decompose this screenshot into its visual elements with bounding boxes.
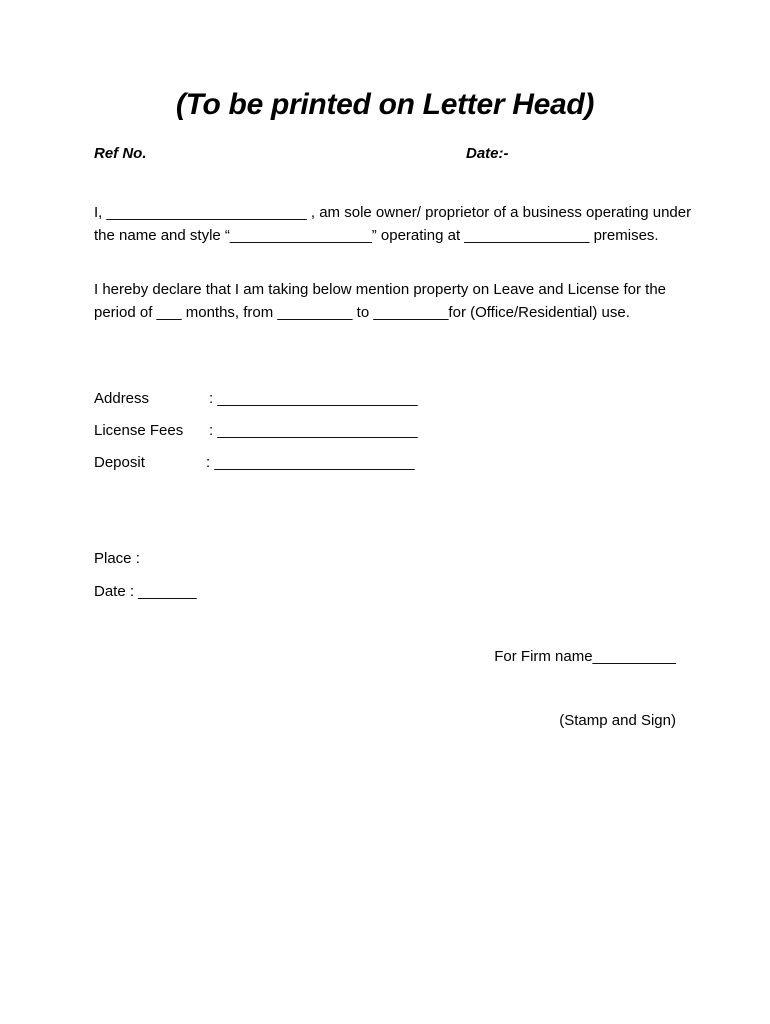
place-label: Place : [94,550,140,567]
license-fees-field [94,422,418,439]
address-label: Address [94,390,150,407]
owner-declaration-paragraph: I, ________________________ , am sole owner/ proprietor of a business operating under the name and style “_________________” operating at _______________ premises. [94,204,696,244]
address-blank: : ________________________ [209,390,418,407]
date-header-label: Date:- [466,145,509,162]
leave-license-paragraph: I hereby declare that I am taking below mention property on Leave and License for the period of ___ months, from _________ to _________for (Office/Residential) use. [94,281,671,321]
firm-name-line: For Firm name__________ [494,648,676,665]
license-fees-label: License Fees [94,422,184,439]
deposit-field [94,454,415,471]
deposit-label: Deposit [94,454,145,471]
license-fees-blank: : ________________________ [209,422,418,439]
address-field [94,390,418,407]
deposit-blank: : ________________________ [206,454,415,471]
document-title: (To be printed on Letter Head) [175,88,595,121]
stamp-and-sign-label: (Stamp and Sign) [559,712,676,729]
ref-no-label: Ref No. [94,145,147,162]
date-line: Date : _______ [94,583,197,600]
